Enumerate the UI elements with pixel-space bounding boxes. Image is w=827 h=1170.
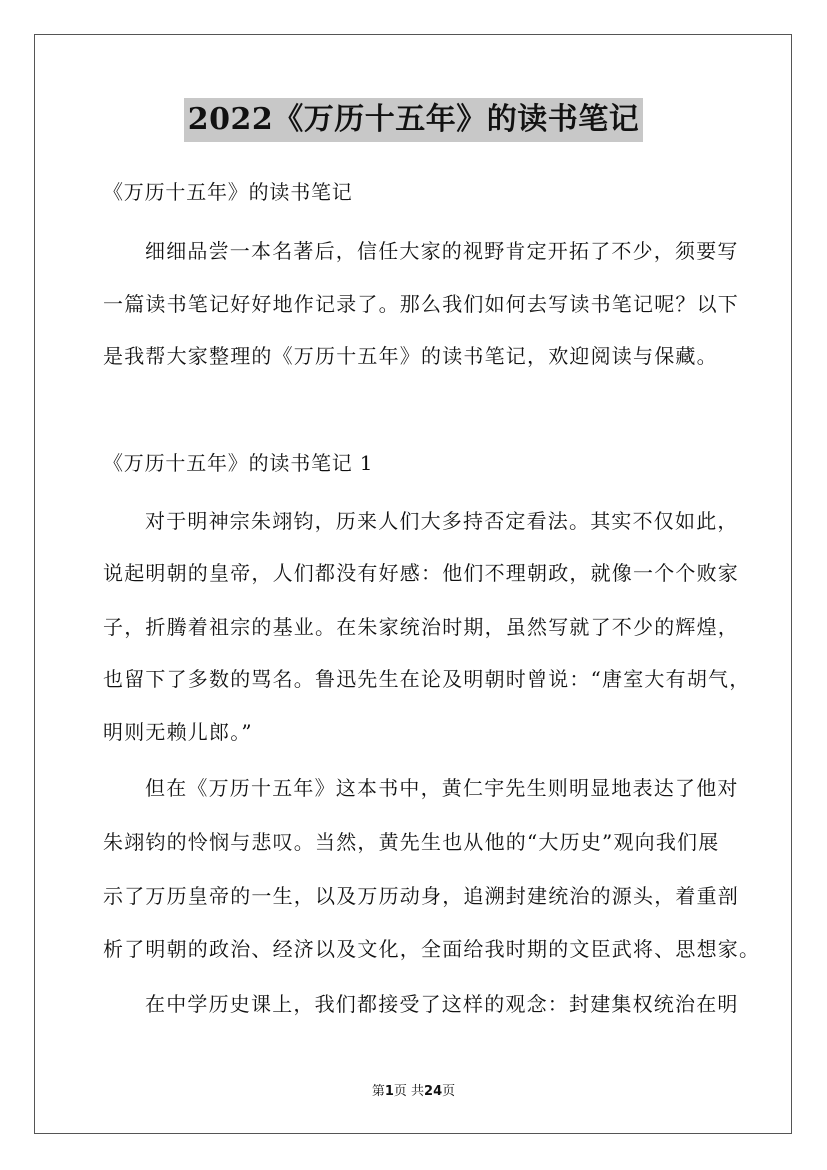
footer-suffix: 页 xyxy=(442,1084,456,1099)
paragraph-line: 朱翊钧的怜悯与悲叹。当然，黄先生也从他的“大历史”观向我们展 xyxy=(103,830,720,854)
document-title: 2022《万历十五年》的读书笔记 xyxy=(184,98,644,142)
paragraph-line: 在中学历史课上，我们都接受了这样的观念：封建集权统治在明 xyxy=(145,992,739,1016)
section-heading-1: 《万历十五年》的读书笔记 xyxy=(103,180,353,204)
paragraph-line: 但在《万历十五年》这本书中，黄仁宇先生则明显地表达了他对 xyxy=(145,776,739,800)
paragraph-line: 子，折腾着祖宗的基业。在朱家统治时期，虽然写就了不少的辉煌， xyxy=(103,615,739,639)
page-footer xyxy=(0,1080,827,1099)
title-container xyxy=(0,98,827,142)
footer-current-page: 1 xyxy=(384,1084,394,1099)
section-heading-2: 《万历十五年》的读书笔记 1 xyxy=(103,451,374,475)
intro-line: 一篇读书笔记好好地作记录了。那么我们如何去写读书笔记呢？以下 xyxy=(103,292,739,316)
paragraph-line: 示了万历皇帝的一生，以及万历动身，追溯封建统治的源头，着重剖 xyxy=(103,884,739,908)
intro-line: 是我帮大家整理的《万历十五年》的读书笔记，欢迎阅读与保藏。 xyxy=(103,344,718,368)
footer-prefix: 第 xyxy=(371,1084,385,1099)
footer-total-pages: 24 xyxy=(424,1084,443,1099)
paragraph-line: 析了明朝的政治、经济以及文化，全面给我时期的文臣武将、思想家。 xyxy=(103,937,761,961)
paragraph-line: 明则无赖儿郎。” xyxy=(103,720,253,744)
footer-mid: 页 共 xyxy=(393,1084,425,1099)
intro-line: 细细品尝一本名著后，信任大家的视野肯定开拓了不少，须要写 xyxy=(145,239,739,263)
paragraph-line: 说起明朝的皇帝，人们都没有好感：他们不理朝政，就像一个个败家 xyxy=(103,561,739,585)
paragraph-line: 也留下了多数的骂名。鲁迅先生在论及明朝时曾说：“唐室大有胡气， xyxy=(103,667,751,691)
paragraph-line: 对于明神宗朱翊钧，历来人们大多持否定看法。其实不仅如此， xyxy=(145,509,739,533)
